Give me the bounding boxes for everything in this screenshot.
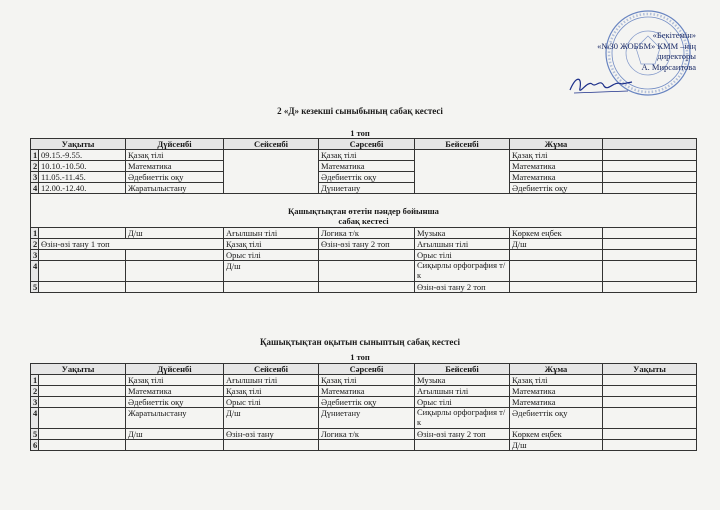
row-number: 5: [31, 282, 39, 293]
thursday-cell: [415, 440, 510, 451]
empty-cell: [603, 261, 697, 282]
blank-cell: [39, 282, 126, 293]
friday-cell: Математика: [510, 172, 603, 183]
tuesday-cell: Өзін-өзі тану: [224, 429, 319, 440]
table-row: [31, 150, 697, 161]
friday-cell: Математика: [510, 397, 603, 408]
header-wednesday: Сәрсенбі: [319, 364, 415, 375]
friday-cell: Математика: [510, 161, 603, 172]
blank-cell: [39, 228, 126, 239]
friday-cell: Математика: [510, 386, 603, 397]
empty-cell: [603, 183, 697, 194]
header-empty: [603, 139, 697, 150]
header-time-2: Уақыты: [603, 364, 697, 375]
blank-cell: [39, 397, 126, 408]
table-row: [31, 440, 697, 451]
wednesday-cell: [319, 282, 415, 293]
approval-line-3: директоры: [657, 51, 696, 61]
schedule-table-2: [30, 363, 697, 451]
table-row: [31, 282, 697, 293]
tuesday-cell: Д/ш: [224, 408, 319, 429]
blank-cell: [39, 408, 126, 429]
approval-block: [597, 30, 696, 72]
monday-cell: Жаратылыстану: [126, 183, 224, 194]
monday-cell: Әдебиеттік оқу: [126, 172, 224, 183]
row-number: 1: [31, 375, 39, 386]
thursday-cell: Музыка: [415, 375, 510, 386]
empty-cell: [603, 440, 697, 451]
thursday-cell: Сиқырлы орфография т/к: [415, 408, 510, 429]
row-number: 2: [31, 161, 39, 172]
friday-cell: Әдебиеттік оқу: [510, 183, 603, 194]
section-title-row: [31, 194, 697, 228]
friday-cell: Көркем еңбек: [510, 228, 603, 239]
tuesday-cell: [224, 440, 319, 451]
monday-cell: [126, 282, 224, 293]
wednesday-cell: Математика: [319, 386, 415, 397]
row-number: 3: [31, 250, 39, 261]
monday-cell: Өзін-өзі тану 1 топ: [39, 239, 224, 250]
blank-cell: [39, 386, 126, 397]
schedule-title: 2 «Д» кезекші сыныбының сабақ кестесі: [277, 106, 443, 116]
monday-cell: Әдебиеттік оқу: [126, 397, 224, 408]
empty-cell: [603, 228, 697, 239]
monday-cell: [126, 250, 224, 261]
table-row: [31, 250, 697, 261]
tuesday-cell: [224, 282, 319, 293]
tuesday-cell: Орыс тілі: [224, 250, 319, 261]
friday-cell: [510, 282, 603, 293]
row-number: 4: [31, 261, 39, 282]
table-row: [31, 429, 697, 440]
approval-line-2: «№30 ЖОББМ» КММ –нің: [597, 40, 696, 51]
tuesday-cell: Қазақ тілі: [224, 386, 319, 397]
thursday-merged-cell: [415, 150, 510, 194]
header-thursday: Бейсенбі: [415, 364, 510, 375]
blank-cell: [39, 429, 126, 440]
tuesday-cell: Ағылшын тілі: [224, 228, 319, 239]
empty-cell: [603, 397, 697, 408]
empty-cell: [603, 172, 697, 183]
table-row: [31, 408, 697, 429]
monday-cell: [126, 440, 224, 451]
thursday-cell: Сиқырлы орфография т/к: [415, 261, 510, 282]
monday-cell: Математика: [126, 386, 224, 397]
table-header-row: [31, 139, 697, 150]
wednesday-cell: Қазақ тілі: [319, 375, 415, 386]
monday-cell: [126, 261, 224, 282]
header-wednesday: Сәрсенбі: [319, 139, 415, 150]
empty-cell: [603, 150, 697, 161]
row-number: 6: [31, 440, 39, 451]
friday-cell: Әдебиеттік оқу: [510, 408, 603, 429]
header-friday: Жұма: [510, 364, 603, 375]
table-row: [31, 239, 697, 250]
time-cell: 09.15.-9.55.: [39, 150, 126, 161]
time-cell: 11.05.-11.45.: [39, 172, 126, 183]
empty-cell: [603, 375, 697, 386]
time-cell: 10.10.-10.50.: [39, 161, 126, 172]
wednesday-cell: Дүниетану: [319, 408, 415, 429]
table-row: [31, 183, 697, 194]
monday-cell: Д/ш: [126, 429, 224, 440]
tuesday-cell: Ағылшын тілі: [224, 375, 319, 386]
group-label-2: 1 топ: [350, 352, 370, 362]
wednesday-cell: Логика т/к: [319, 429, 415, 440]
empty-cell: [603, 161, 697, 172]
row-number: 3: [31, 172, 39, 183]
approval-line-4: А. Мирсаитова: [641, 61, 696, 72]
friday-cell: Д/ш: [510, 239, 603, 250]
table-row: [31, 228, 697, 239]
blank-cell: [39, 250, 126, 261]
thursday-cell: Музыка: [415, 228, 510, 239]
row-number: 2: [31, 386, 39, 397]
row-number: 4: [31, 183, 39, 194]
blank-cell: [39, 375, 126, 386]
header-monday: Дүйсенбі: [126, 364, 224, 375]
row-number: 1: [31, 150, 39, 161]
monday-cell: Қазақ тілі: [126, 375, 224, 386]
wednesday-cell: Әдебиеттік оқу: [319, 172, 415, 183]
header-time: Уақыты: [31, 139, 126, 150]
row-number: 1: [31, 228, 39, 239]
table-row: [31, 172, 697, 183]
friday-cell: [510, 261, 603, 282]
wednesday-cell: Логика т/к: [319, 228, 415, 239]
empty-cell: [603, 239, 697, 250]
section-title-line-1: Қашықтықтан өтетін пәндер бойынша: [288, 206, 439, 216]
table-header-row: [31, 364, 697, 375]
header-time: Уақыты: [31, 364, 126, 375]
thursday-cell: Орыс тілі: [415, 397, 510, 408]
row-number: 4: [31, 408, 39, 429]
tuesday-cell: Д/ш: [224, 261, 319, 282]
header-thursday: Бейсенбі: [415, 139, 510, 150]
header-friday: Жұма: [510, 139, 603, 150]
blank-cell: [39, 261, 126, 282]
wednesday-cell: Математика: [319, 161, 415, 172]
distance-schedule-title: Қашықтықтан оқытын сыныптың сабақ кестесі: [260, 337, 460, 347]
wednesday-cell: [319, 261, 415, 282]
tuesday-cell: Қазақ тілі: [224, 239, 319, 250]
wednesday-cell: Өзін-өзі тану 2 топ: [319, 239, 415, 250]
table-row: [31, 397, 697, 408]
wednesday-cell: Дүниетану: [319, 183, 415, 194]
table-row: [31, 261, 697, 282]
thursday-cell: Өзін-өзі тану 2 топ: [415, 429, 510, 440]
tuesday-merged-cell: [224, 150, 319, 194]
header-monday: Дүйсенбі: [126, 139, 224, 150]
thursday-cell: Ағылшын тілі: [415, 386, 510, 397]
wednesday-cell: Әдебиеттік оқу: [319, 397, 415, 408]
schedule-table-1: [30, 138, 697, 293]
monday-cell: Қазақ тілі: [126, 150, 224, 161]
group-label-1: 1 топ: [350, 128, 370, 138]
thursday-cell: Өзін-өзі тану 2 топ: [415, 282, 510, 293]
row-number: 2: [31, 239, 39, 250]
wednesday-cell: [319, 250, 415, 261]
blank-cell: [39, 440, 126, 451]
wednesday-cell: Қазақ тілі: [319, 150, 415, 161]
header-tuesday: Сейсенбі: [224, 364, 319, 375]
monday-cell: Д/ш: [126, 228, 224, 239]
empty-cell: [603, 386, 697, 397]
director-signature: [566, 72, 636, 98]
friday-cell: Қазақ тілі: [510, 375, 603, 386]
friday-cell: Д/ш: [510, 440, 603, 451]
empty-cell: [603, 282, 697, 293]
monday-cell: Математика: [126, 161, 224, 172]
approval-line-1: «Бекітемін»: [652, 30, 696, 40]
header-tuesday: Сейсенбі: [224, 139, 319, 150]
section-title-line-2: сабақ кестесі: [338, 216, 389, 226]
empty-cell: [603, 408, 697, 429]
row-number: 3: [31, 397, 39, 408]
table-row: [31, 161, 697, 172]
empty-cell: [603, 250, 697, 261]
friday-cell: Қазақ тілі: [510, 150, 603, 161]
friday-cell: [510, 250, 603, 261]
wednesday-cell: [319, 440, 415, 451]
row-number: 5: [31, 429, 39, 440]
monday-cell: Жаратылыстану: [126, 408, 224, 429]
time-cell: 12.00.-12.40.: [39, 183, 126, 194]
thursday-cell: Ағылшын тілі: [415, 239, 510, 250]
table-row: [31, 386, 697, 397]
tuesday-cell: Орыс тілі: [224, 397, 319, 408]
friday-cell: Көркем еңбек: [510, 429, 603, 440]
empty-cell: [603, 429, 697, 440]
distance-subjects-title: [31, 194, 697, 228]
table-row: [31, 375, 697, 386]
thursday-cell: Орыс тілі: [415, 250, 510, 261]
